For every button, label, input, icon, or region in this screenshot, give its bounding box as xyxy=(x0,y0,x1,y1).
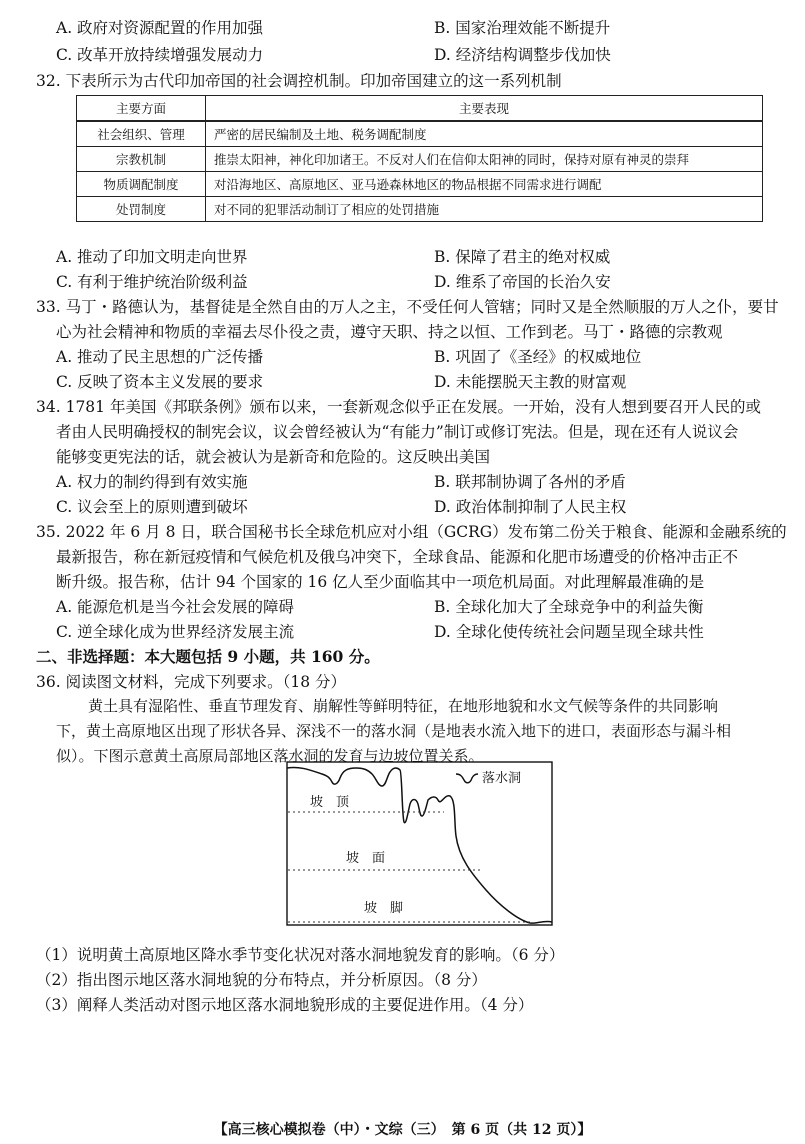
page-footer: 【高三核心模拟卷（中）・文综（三） 第 6 页（共 12 页）】 xyxy=(213,1122,592,1138)
sinkhole-legend-icon xyxy=(456,774,478,783)
q34-options-row1 xyxy=(56,470,776,492)
q36-subquestion-1: （1）说明黄土高原地区降水季节变化状况对落水洞地貌发育的影响。（6 分） xyxy=(36,946,565,964)
q36-material-line3: 似）。下图示意黄土高原局部地区落水洞的发育与边坡位置关系。 xyxy=(56,747,484,765)
q34-option-b: B. 联邦制协调了各州的矛盾 xyxy=(434,473,626,491)
q32-option-c: C. 有利于维护统治阶级利益 xyxy=(56,273,248,291)
q31-option-a: A. 政府对资源配置的作用加强 xyxy=(56,19,264,37)
q31-option-c: C. 改革开放持续增强发展动力 xyxy=(56,46,264,64)
sinkhole-slope-figure xyxy=(286,760,554,934)
q35-option-a: A. 能源危机是当今社会发展的障碍 xyxy=(56,598,295,616)
table-cell: 严密的居民编制及土地、税务调配制度 xyxy=(206,121,763,147)
legend-label: 落水洞 xyxy=(482,771,522,786)
terrain-profile xyxy=(287,767,552,923)
table-cell: 社会组织、管理 xyxy=(77,121,206,147)
q35-options-row1 xyxy=(56,595,776,617)
q36-stem: 36. 阅读图文材料，完成下列要求。（18 分） xyxy=(36,673,346,691)
q31-option-d: D. 经济结构调整步伐加快 xyxy=(434,46,611,64)
q32-options-row2 xyxy=(56,270,776,292)
q34-stem-line3: 能够变更宪法的话，就会被认为是新奇和危险的。这反映出美国 xyxy=(56,448,491,466)
table-row xyxy=(77,147,763,172)
table-cell: 物质调配制度 xyxy=(77,172,206,197)
table-row xyxy=(77,121,763,147)
q32-stem: 32. 下表所示为古代印加帝国的社会调控机制。印加帝国建立的这一系列机制 xyxy=(36,72,562,90)
q36-subquestion-3: （3）阐释人类活动对图示地区落水洞地貌形成的主要促进作用。（4 分） xyxy=(36,996,534,1014)
q36-subquestion-2: （2）指出图示地区落水洞地貌的分布特点，并分析原因。（8 分） xyxy=(36,971,487,989)
q32-option-a: A. 推动了印加文明走向世界 xyxy=(56,248,248,266)
q31-options-row1 xyxy=(56,16,776,38)
q35-stem-line2: 最新报告，称在新冠疫情和气候危机及俄乌冲突下，全球食品、能源和化肥市场遭受的价格冲击正不 xyxy=(56,548,739,566)
q34-option-a: A. 权力的制约得到有效实施 xyxy=(56,473,248,491)
q36-material-line1: 黄土具有湿陷性、垂直节理发育、崩解性等鲜明特征，在地形地貌和水文气候等条件的共同影响 xyxy=(88,697,719,715)
q31-option-b: B. 国家治理效能不断提升 xyxy=(434,19,611,37)
q34-option-d: D. 政治体制抑制了人民主权 xyxy=(434,498,627,516)
q33-stem-line2: 心为社会精神和物质的幸福去尽仆役之责，遵守天职、持之以恒、工作到老。马丁・路德的宗教观 xyxy=(56,323,723,341)
table-cell: 对不同的犯罪活动制订了相应的处罚措施 xyxy=(206,197,763,222)
q34-option-c: C. 议会至上的原则遭到破坏 xyxy=(56,498,248,516)
q35-stem-line3: 断升级。报告称，估计 94 个国家的 16 亿人至少面临其中一项危机局面。对此理解最准确的是 xyxy=(56,573,705,591)
zone-label-foot: 坡 脚 xyxy=(364,901,404,916)
table-row xyxy=(77,197,763,222)
q33-option-c: C. 反映了资本主义发展的要求 xyxy=(56,373,264,391)
table-row xyxy=(77,172,763,197)
table-cell: 推崇太阳神，神化印加诸王。不反对人们在信仰太阳神的同时，保持对原有神灵的崇拜 xyxy=(206,147,763,172)
section-heading: 二、非选择题：本大题包括 9 小题，共 160 分。 xyxy=(36,647,380,666)
q32-table xyxy=(76,95,763,222)
q32-options-row1 xyxy=(56,245,776,267)
slope-diagram xyxy=(286,760,554,930)
table-cell: 宗教机制 xyxy=(77,147,206,172)
q32-option-b: B. 保障了君主的绝对权威 xyxy=(434,248,611,266)
q32-option-d: D. 维系了帝国的长治久安 xyxy=(434,273,611,291)
q35-stem-line1: 35. 2022 年 6 月 8 日，联合国秘书长全球危机应对小组（GCRG）发布第二份关于粮食、能源和金融系统的 xyxy=(36,523,787,541)
q33-stem-line1: 33. 马丁・路德认为，基督徒是全然自由的万人之主，不受任何人管辖；同时又是全然顺服的万人之仆，要甘 xyxy=(36,298,779,316)
q34-stem-line1: 34. 1781 年美国《邦联条例》颁布以来，一套新观念似乎正在发展。一开始，没有人想到要召开人民的或 xyxy=(36,398,761,416)
table-header-detail: 主要表现 xyxy=(206,96,763,122)
zone-label-top: 坡 顶 xyxy=(310,795,350,810)
q33-options-row2 xyxy=(56,370,776,392)
q35-option-b: B. 全球化加大了全球竞争中的利益失衡 xyxy=(434,598,704,616)
table-header-aspect: 主要方面 xyxy=(77,96,206,122)
figure-frame xyxy=(287,762,552,925)
q36-material-line2: 下，黄土高原地区出现了形状各异、深浅不一的落水洞（是地表水流入地下的进口，表面形态与漏斗相 xyxy=(56,722,732,740)
table-header-row xyxy=(77,96,763,122)
table-cell: 对沿海地区、高原地区、亚马逊森林地区的物品根据不同需求进行调配 xyxy=(206,172,763,197)
q33-option-d: D. 未能摆脱天主教的财富观 xyxy=(434,373,627,391)
zone-label-face: 坡 面 xyxy=(346,851,386,866)
q33-option-b: B. 巩固了《圣经》的权威地位 xyxy=(434,348,642,366)
q35-options-row2 xyxy=(56,620,776,642)
q33-option-a: A. 推动了民主思想的广泛传播 xyxy=(56,348,264,366)
q34-stem-line2: 者由人民明确授权的制宪会议，议会曾经被认为“有能力”制订或修订宪法。但是，现在还有人说议会 xyxy=(56,423,739,441)
q34-options-row2 xyxy=(56,495,776,517)
q35-option-c: C. 逆全球化成为世界经济发展主流 xyxy=(56,623,295,641)
q35-option-d: D. 全球化使传统社会问题呈现全球共性 xyxy=(434,623,704,641)
q33-options-row1 xyxy=(56,345,776,367)
table-cell: 处罚制度 xyxy=(77,197,206,222)
q31-options-row2 xyxy=(56,43,776,65)
